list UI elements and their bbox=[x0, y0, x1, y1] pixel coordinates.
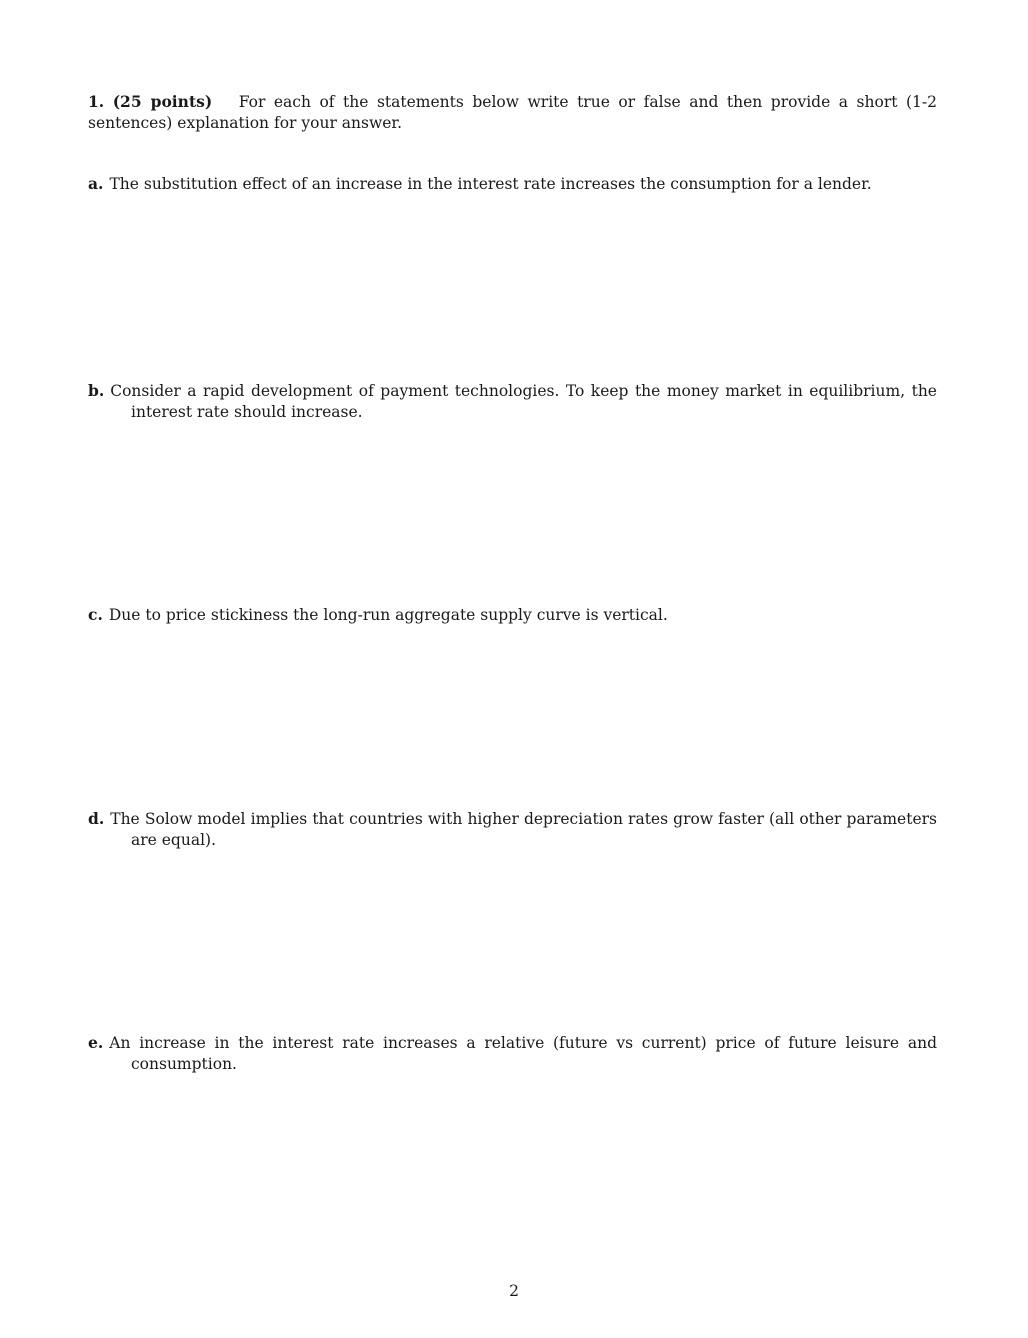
statement-text: An increase in the interest rate increases a relative (future vs current) price of future leisure and consumption. bbox=[109, 1034, 937, 1073]
page-number: 2 bbox=[509, 1282, 519, 1300]
statement-text: Consider a rapid development of payment technologies. To keep the money market in equilibrium, the interest rate should increase. bbox=[110, 382, 937, 421]
statement-letter: c. bbox=[88, 605, 103, 624]
statement-b bbox=[88, 380, 937, 423]
statement-letter: a. bbox=[88, 174, 104, 193]
statement-letter: e. bbox=[88, 1033, 104, 1052]
statement-c bbox=[88, 604, 937, 626]
statement-text: The substitution effect of an increase in the interest rate increases the consumption for a lender. bbox=[109, 175, 872, 193]
statement-letter: d. bbox=[88, 809, 105, 828]
question-number: 1. bbox=[88, 92, 105, 111]
statement-d bbox=[88, 808, 937, 851]
question-points: (25 points) bbox=[112, 92, 213, 111]
question-header bbox=[88, 91, 937, 134]
statement-text: The Solow model implies that countries with higher depreciation rates grow faster (all other parameters are equal). bbox=[110, 810, 937, 849]
question-instructions: For each of the statements below write true or false and then provide a short (1-2 sentences) explanation for your answer. bbox=[88, 93, 937, 132]
statement-letter: b. bbox=[88, 381, 105, 400]
statement-a bbox=[88, 173, 937, 195]
statement-text: Due to price stickiness the long-run aggregate supply curve is vertical. bbox=[108, 606, 668, 624]
statement-e bbox=[88, 1032, 937, 1075]
